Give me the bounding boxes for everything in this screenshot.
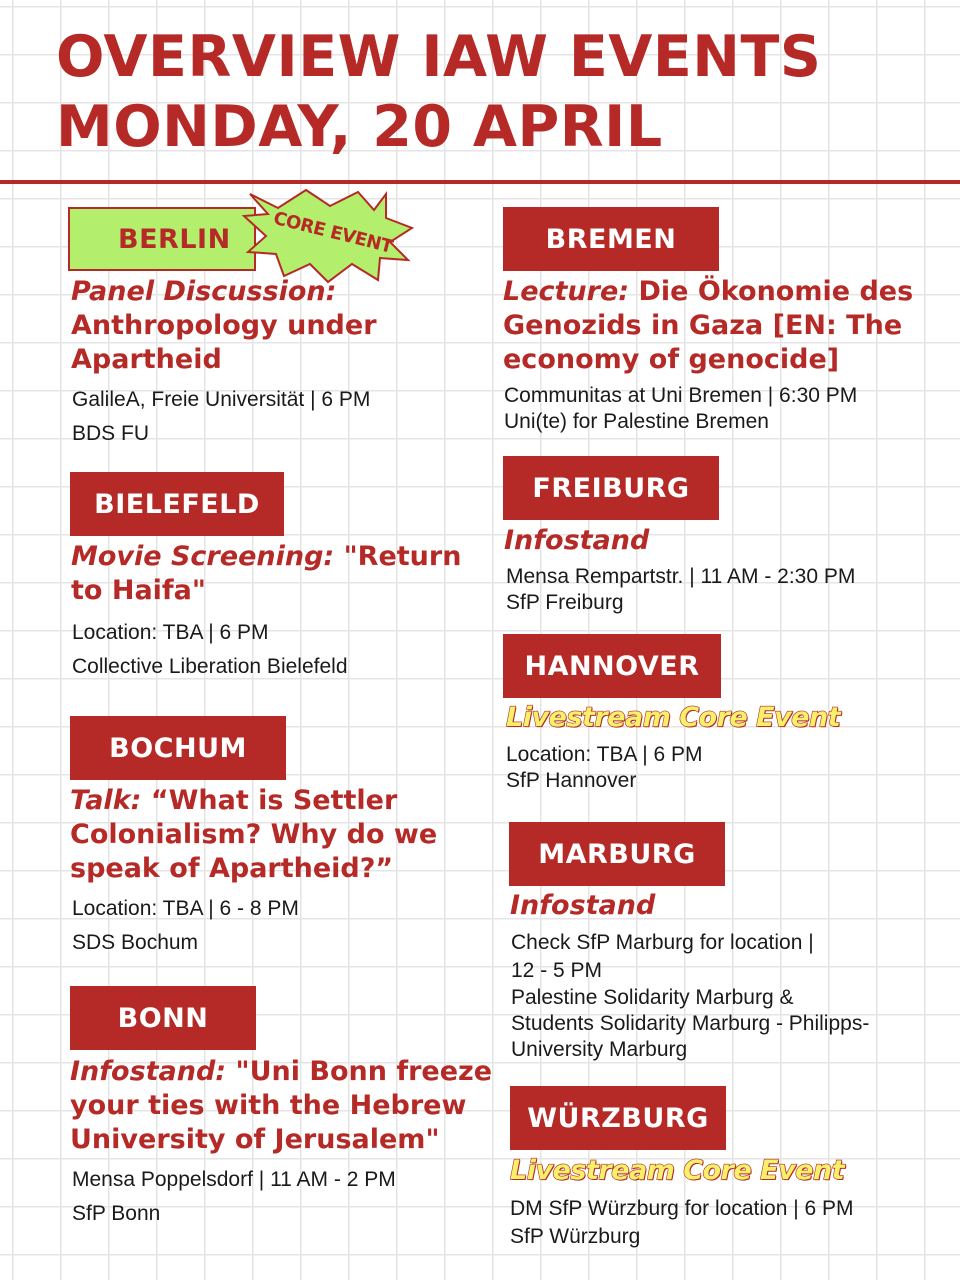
core-event-badge-text: CORE EVENT [271, 207, 395, 258]
event-type: Infostand [504, 525, 650, 556]
event-location: Mensa Rempartstr. | 11 AM - 2:30 PM [506, 565, 856, 588]
event-location: DM SfP Würzburg for location | 6 PM [510, 1197, 854, 1220]
event-details-wuerzburg [510, 1195, 854, 1251]
event-title-line: Colonialism? Why do we [70, 819, 438, 850]
event-title-bochum [70, 784, 490, 886]
city-label-bremen [503, 207, 719, 271]
city-name: BOCHUM [109, 732, 247, 764]
event-type: Infostand: [70, 1056, 227, 1087]
page-title-line-2: MONDAY, 20 APRIL [56, 94, 663, 160]
event-title-line: economy of genocide] [503, 344, 840, 375]
event-title-berlin [71, 275, 471, 377]
city-label-bochum [70, 716, 286, 780]
city-name: FREIBURG [532, 472, 690, 504]
event-title-bonn [70, 1055, 500, 1157]
event-type: Lecture: [503, 276, 630, 307]
event-title-line: University of Jerusalem" [70, 1124, 440, 1155]
event-title-line: your ties with the Hebrew [70, 1090, 467, 1121]
event-title-line: "Return [334, 541, 462, 572]
event-details-bonn [72, 1163, 396, 1231]
event-organizer: BDS FU [72, 422, 150, 445]
livestream-label-hannover: Livestream Core Event [506, 702, 841, 733]
city-label-bonn [70, 986, 256, 1050]
city-name: BERLIN [118, 223, 231, 255]
city-name: WÜRZBURG [527, 1102, 709, 1134]
city-name: BREMEN [545, 223, 677, 255]
event-location: Mensa Poppelsdorf | 11 AM - 2 PM [72, 1168, 396, 1191]
event-organizer: Collective Liberation Bielefeld [72, 655, 348, 678]
event-organizer: SfP Freiburg [506, 591, 624, 614]
event-title-line: Die Ökonomie des [629, 276, 914, 307]
event-details-bremen [504, 383, 857, 435]
city-label-marburg [509, 822, 725, 886]
city-name: BONN [117, 1002, 209, 1034]
event-location: Location: TBA | 6 PM [72, 621, 269, 644]
event-location: Check SfP Marburg for location | [511, 931, 814, 954]
city-name: BIELEFELD [94, 488, 260, 520]
event-title-line: Anthropology under [71, 310, 377, 341]
event-title-line: Apartheid [71, 344, 222, 375]
event-location: Location: TBA | 6 - 8 PM [72, 897, 299, 920]
city-label-wuerzburg [510, 1086, 726, 1150]
event-title-freiburg [504, 524, 649, 558]
livestream-label-wuerzburg: Livestream Core Event [510, 1155, 845, 1186]
event-details-hannover [506, 742, 703, 794]
event-title-line: “What is Settler [141, 785, 398, 816]
city-label-berlin [68, 207, 256, 271]
event-title-bremen [503, 275, 943, 377]
event-organizer: University Marburg [511, 1038, 688, 1061]
event-title-line: "Uni Bonn freeze [226, 1056, 493, 1087]
event-type: Infostand [510, 890, 656, 921]
event-location: Location: TBA | 6 PM [506, 743, 703, 766]
event-organizer: SfP Hannover [506, 769, 637, 792]
event-organizer: Palestine Solidarity Marburg & [511, 986, 794, 1009]
event-location: GalileA, Freie Universität | 6 PM [72, 388, 371, 411]
event-details-bochum [72, 892, 299, 960]
event-organizer: Students Solidarity Marburg - Philipps- [511, 1012, 870, 1035]
event-type: Panel Discussion: [71, 276, 337, 307]
event-location: Communitas at Uni Bremen | 6:30 PM [504, 384, 858, 407]
event-details-marburg [511, 929, 869, 1063]
event-type: Talk: [70, 785, 142, 816]
event-organizer: Uni(te) for Palestine Bremen [504, 410, 769, 433]
city-name: MARBURG [538, 838, 696, 870]
event-organizer: SfP Würzburg [510, 1225, 641, 1248]
event-details-bielefeld [72, 616, 348, 684]
event-title-marburg [510, 889, 655, 923]
event-organizer: SDS Bochum [72, 931, 199, 954]
city-label-hannover [503, 634, 721, 698]
event-organizer: SfP Bonn [72, 1202, 161, 1225]
city-label-bielefeld [70, 472, 284, 536]
header-divider [0, 180, 960, 184]
page-title [56, 22, 821, 162]
event-details-freiburg [506, 564, 855, 616]
event-title-line: speak of Apartheid?” [70, 853, 394, 884]
city-name: HANNOVER [524, 650, 700, 682]
event-title-bielefeld [71, 540, 491, 608]
event-details-berlin [72, 383, 370, 451]
event-location: 12 - 5 PM [511, 959, 603, 982]
event-title-line: Genozids in Gaza [EN: The [503, 310, 903, 341]
event-type: Movie Screening: [71, 541, 335, 572]
city-label-freiburg [503, 456, 719, 520]
page-title-line-1: OVERVIEW IAW EVENTS [56, 24, 822, 90]
event-title-line: to Haifa" [71, 575, 206, 606]
